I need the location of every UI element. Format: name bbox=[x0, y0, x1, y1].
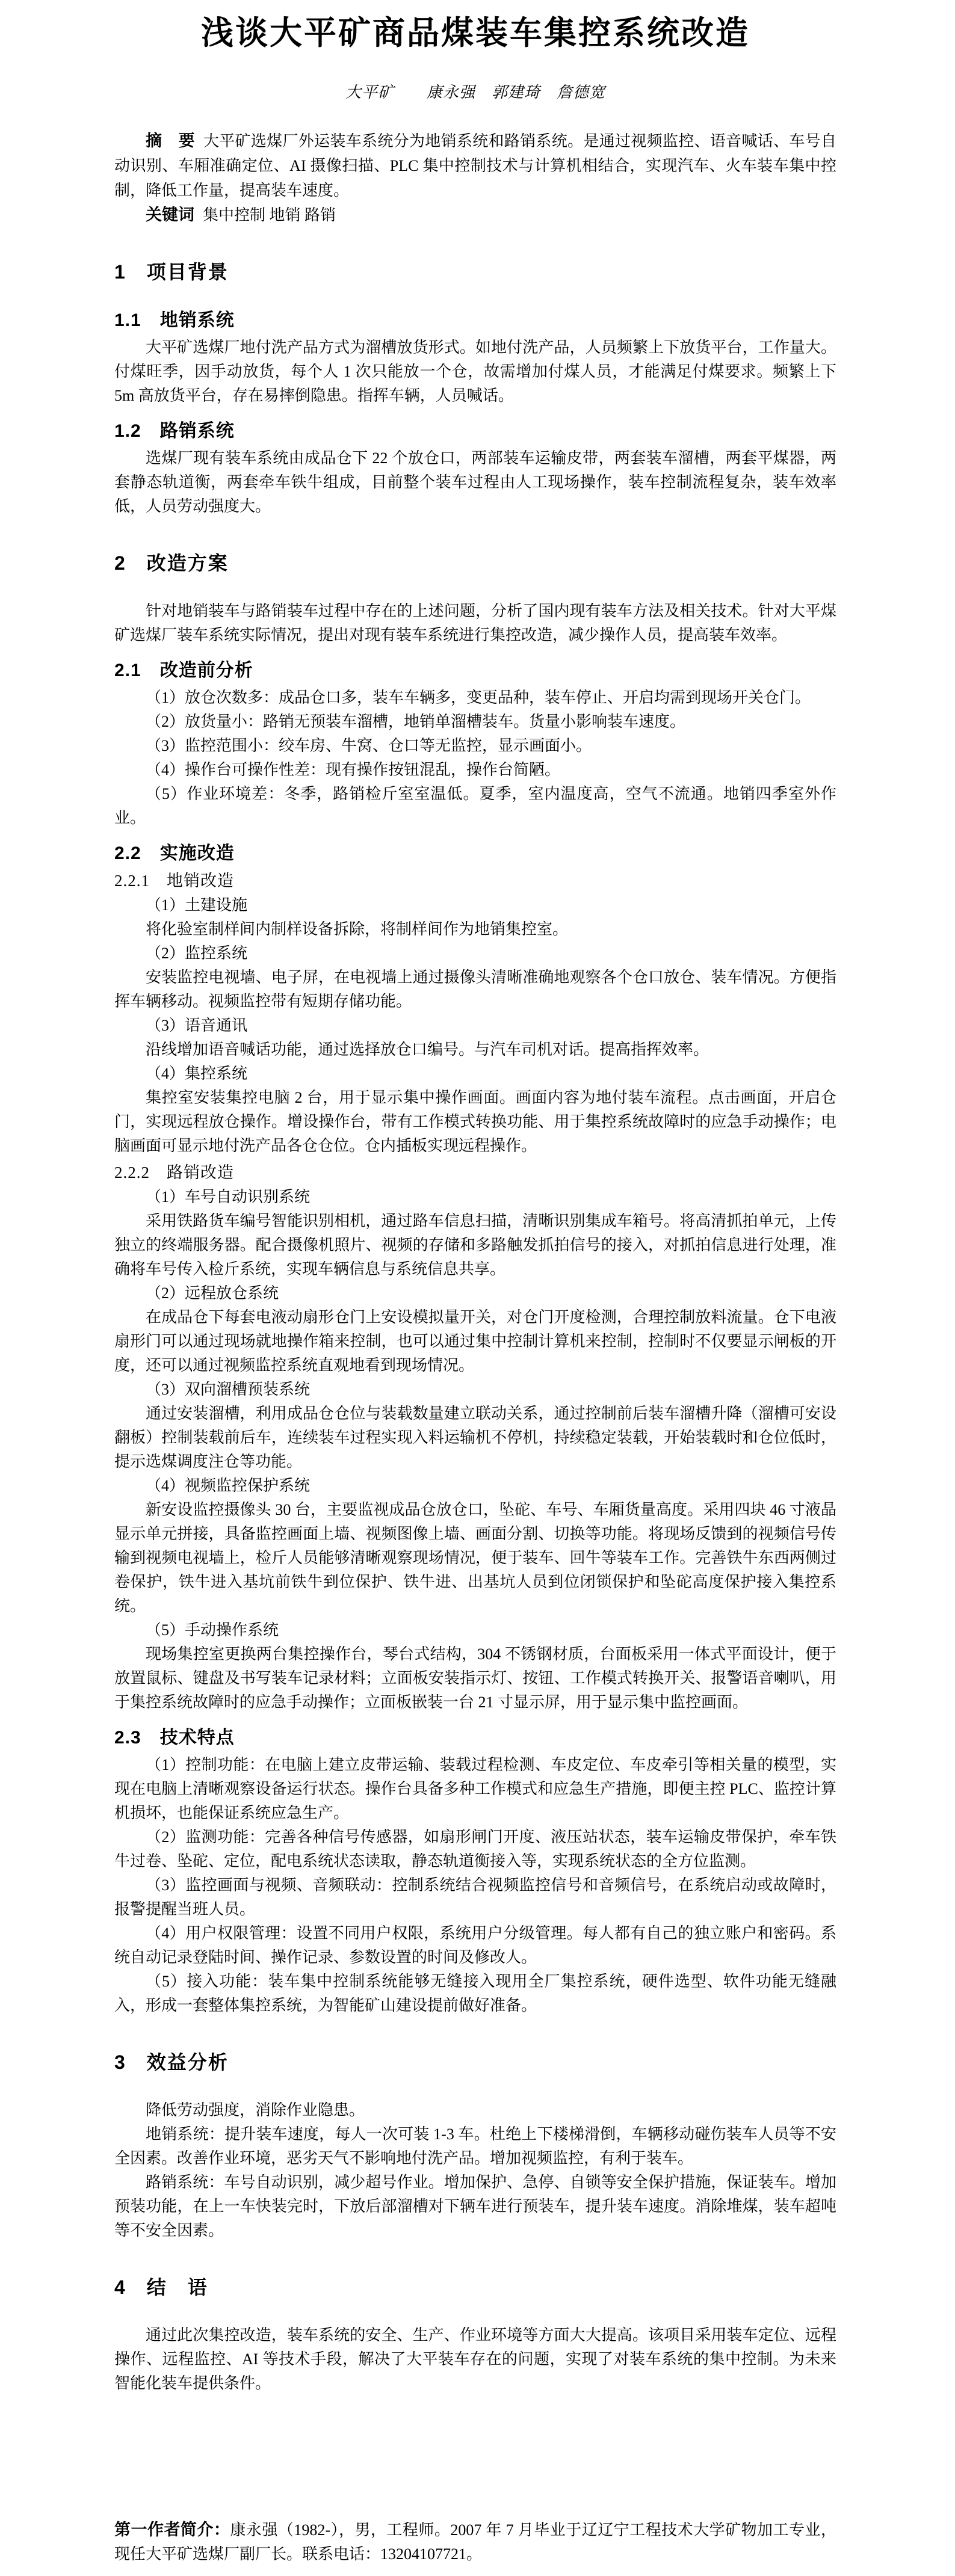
paragraph: （4）操作台可操作性差：现有操作按钮混乱，操作台简陋。 bbox=[146, 761, 561, 778]
paragraph: 新安设监控摄像头 30 台，主要监视成品仓放仓口，坠砣、车号、车厢货量高度。采用四块 46 寸液晶显示单元拼接，具备监控画面上墙、视频图像上墙、画面分割、切换等功能。将现场反馈到的视频信号传输到视频电视墙上，检斤人员能够清晰观察现场情况，便于装车、回牛等装车工作。完善铁牛东西两侧过卷保护，铁牛进入基坑前铁牛到位保护、铁牛进、出基坑人员到位闭锁保护和坠砣高度保护接入集控系统。 bbox=[114, 1501, 836, 1615]
section-heading-level2: 2.2 实施改造 bbox=[114, 843, 235, 863]
paragraph: （1）车号自动识别系统 bbox=[146, 1188, 311, 1206]
paragraph: （4）视频监控保护系统 bbox=[146, 1477, 311, 1494]
section-heading-level1: 3 效益分析 bbox=[114, 2051, 229, 2073]
paragraph: 现场集控室更换两台集控操作台，琴台式结构，304 不锈钢材质，台面板采用一体式平面设计，便于放置鼠标、键盘及书写装车记录材料；立面板安装指示灯、按钮、工作模式转换开关、报警语音喇叭，用于集控系统故障时的应急手动操作；立面板嵌装一台 21 寸显示屏，用于显示集中监控画面。 bbox=[114, 1645, 836, 1711]
keywords-label: 关键词 bbox=[146, 206, 194, 224]
keywords-block bbox=[114, 203, 836, 227]
section-heading-level2: 1.1 地销系统 bbox=[114, 310, 235, 330]
paragraph: 降低劳动强度，消除作业隐患。 bbox=[146, 2101, 365, 2119]
bio-text: 康永强（1982-），男，工程师。2007 年 7 月毕业于辽辽宁工程技术大学矿物加工专业，现任大平矿选煤厂副厂长。联系电话：13204107721。 bbox=[114, 2521, 836, 2563]
first-author-bio bbox=[114, 2518, 836, 2566]
paragraph: 选煤厂现有装车系统由成品仓下 22 个放仓口，两部装车运输皮带，两套装车溜槽，两套平煤器，两套静态轨道衡，两套牵车铁牛组成，目前整个装车过程由人工现场操作，装车控制流程复杂，装车效率低，人员劳动强度大。 bbox=[114, 449, 836, 515]
abstract-label: 摘 要 bbox=[146, 132, 195, 150]
paragraph: （3）语音通讯 bbox=[146, 1017, 248, 1034]
abstract-block bbox=[114, 129, 836, 203]
paragraph: 通过安装溜槽，利用成品仓仓位与装载数量建立联动关系，通过控制前后装车溜槽升降（溜槽可安设翻板）控制装载前后车，连续装车过程实现入料运输机不停机，持续稳定装载，开始装载时和仓位低时，提示选煤调度注仓等功能。 bbox=[114, 1405, 836, 1470]
page-title: 浅谈大平矿商品煤装车集控系统改造 bbox=[201, 15, 750, 51]
paragraph: 地销系统：提升装车速度，每人一次可装 1-3 车。杜绝上下楼梯滑倒，车辆移动碰伤装车人员等不安全因素。改善作业环境，恶劣天气不影响地付洗产品。增加视频监控，有利于装车。 bbox=[114, 2125, 836, 2167]
section-heading-level2: 1.2 路销系统 bbox=[114, 421, 235, 441]
article-body bbox=[114, 227, 836, 2396]
paragraph: （1）放仓次数多：成品仓口多，装车车辆多，变更品种，装车停止、开启均需到现场开关仓门。 bbox=[146, 689, 811, 706]
paragraph: （5）手动操作系统 bbox=[146, 1621, 279, 1639]
section-heading-level3: 2.2.2 路销改造 bbox=[114, 1163, 234, 1182]
section-heading-level1: 1 项目背景 bbox=[114, 261, 229, 283]
paragraph: （2）放货量小：路销无预装车溜槽，地销单溜槽装车。货量小影响装车速度。 bbox=[146, 713, 686, 730]
paragraph: （4）用户权限管理：设置不同用户权限，系统用户分级管理。每人都有自己的独立账户和密码。系统自动记录登陆时间、操作记录、参数设置的时间及修改人。 bbox=[114, 1924, 836, 1966]
section-heading-level1: 4 结 语 bbox=[114, 2276, 208, 2298]
paragraph: 通过此次集控改造，装车系统的安全、生产、作业环境等方面大大提高。该项目采用装车定位、远程操作、远程监控、AI 等技术手段，解决了大平装车存在的问题，实现了对装车系统的集中控制。为未来智能化装车提供条件。 bbox=[114, 2326, 836, 2392]
paragraph: 大平矿选煤厂地付洗产品方式为溜槽放货形式。如地付洗产品，人员频繁上下放货平台，工作量大。付煤旺季，因手动放货，每个人 1 次只能放一个仓，故需增加付煤人员，才能满足付煤要求。频繁上下 5m 高放货平台，存在易摔倒隐患。指挥车辆，人员喊话。 bbox=[114, 339, 836, 404]
paragraph: （1）控制功能：在电脑上建立皮带运输、装载过程检测、车皮定位、车皮牵引等相关量的模型，实现在电脑上清晰观察设备运行状态。操作台具备多种工作模式和应急生产措施，即便主控 PLC、监控计算机损坏，也能保证系统应急生产。 bbox=[114, 1756, 836, 1822]
bio-label: 第一作者简介： bbox=[114, 2521, 230, 2539]
paragraph: 安装监控电视墙、电子屏，在电视墙上通过摄像头清晰准确地观察各个仓口放仓、装车情况。方便指挥车辆移动。视频监控带有短期存储功能。 bbox=[114, 969, 836, 1010]
paragraph: 在成品仓下每套电液动扇形仓门上安设模拟量开关，对仓门开度检测，合理控制放料流量。仓下电液扇形门可以通过现场就地操作箱来控制，也可以通过集中控制计算机来控制，控制时不仅要显示闸板的开度，还可以通过视频监控系统直观地看到现场情况。 bbox=[114, 1308, 836, 1374]
paragraph: （2）监测功能：完善各种信号传感器，如扇形闸门开度、液压站状态，装车运输皮带保护，牵车铁牛过卷、坠砣、定位，配电系统状态读取，静态轨道衡接入等，实现系统状态的全方位监测。 bbox=[114, 1828, 836, 1870]
paragraph: （5）接入功能：装车集中控制系统能够无缝接入现用全厂集控系统，硬件选型、软件功能无缝融入，形成一套整体集控系统，为智能矿山建设提前做好准备。 bbox=[114, 1973, 836, 2014]
paragraph: 沿线增加语音喊话功能，通过选择放仓口编号。与汽车司机对话。提高指挥效率。 bbox=[146, 1041, 709, 1058]
paragraph: （5）作业环境差：冬季，路销检斤室室温低。夏季，室内温度高，空气不流通。地销四季室外作业。 bbox=[114, 785, 836, 827]
paragraph: 采用铁路货车编号智能识别相机，通过路车信息扫描，清晰识别集成车箱号。将高清抓拍单元，上传独立的终端服务器。配合摄像机照片、视频的存储和多路触发抓拍信号的接入，对抓拍信息进行处理，准确将车号传入检斤系统，实现车辆信息与系统信息共享。 bbox=[114, 1212, 836, 1278]
abstract-text: 大平矿选煤厂外运装车系统分为地销系统和路销系统。是通过视频监控、语音喊话、车号自动识别、车厢准确定位、AI 摄像扫描、PLC 集中控制技术与计算机相结合，实现汽车、火车装车集中控制，降低工作量，提高装车速度。 bbox=[114, 132, 836, 199]
paragraph: 集控室安装集控电脑 2 台，用于显示集中操作画面。画面内容为地付装车流程。点击画面，开启仓门，实现远程放仓操作。增设操作台，带有工作模式转换功能、用于集控系统故障时的应急手动操作；电脑画面可显示地付洗产品各仓仓位。仓内插板实现远程操作。 bbox=[114, 1089, 836, 1154]
paragraph: （2）远程放仓系统 bbox=[146, 1284, 279, 1302]
section-heading-level1: 2 改造方案 bbox=[114, 552, 229, 574]
section-heading-level2: 2.1 改造前分析 bbox=[114, 661, 253, 680]
paragraph: （3）监控范围小：绞车房、牛窝、仓口等无监控，显示画面小。 bbox=[146, 737, 592, 754]
paragraph: （2）监控系统 bbox=[146, 944, 248, 962]
keywords-text: 集中控制 地销 路销 bbox=[203, 206, 336, 224]
paragraph: 路销系统：车号自动识别，减少超号作业。增加保护、急停、自锁等安全保护措施，保证装车。增加预装功能，在上一车快装完时，下放后部溜槽对下辆车进行预装车，提升装车速度。消除堆煤，装车超吨等不安全因素。 bbox=[114, 2174, 836, 2239]
paragraph: 针对地销装车与路销装车过程中存在的上述问题，分析了国内现有装车方法及相关技术。针对大平煤矿选煤厂装车系统实际情况，提出对现有装车系统进行集控改造，减少操作人员，提高装车效率。 bbox=[114, 602, 836, 644]
authors-line: 大平矿 康永强 郭建琦 詹德宽 bbox=[345, 84, 605, 101]
paragraph: 将化验室制样间内制样设备拆除，将制样间作为地销集控室。 bbox=[146, 920, 569, 938]
section-heading-level2: 2.3 技术特点 bbox=[114, 1728, 235, 1748]
paragraph: （1）土建设施 bbox=[146, 896, 248, 914]
paragraph: （4）集控系统 bbox=[146, 1065, 248, 1082]
paragraph: （3）双向溜槽预装系统 bbox=[146, 1381, 311, 1398]
section-heading-level3: 2.2.1 地销改造 bbox=[114, 872, 234, 890]
paragraph: （3）监控画面与视频、音频联动：控制系统结合视频监控信号和音频信号，在系统启动或故障时，报警提醒当班人员。 bbox=[114, 1876, 836, 1918]
